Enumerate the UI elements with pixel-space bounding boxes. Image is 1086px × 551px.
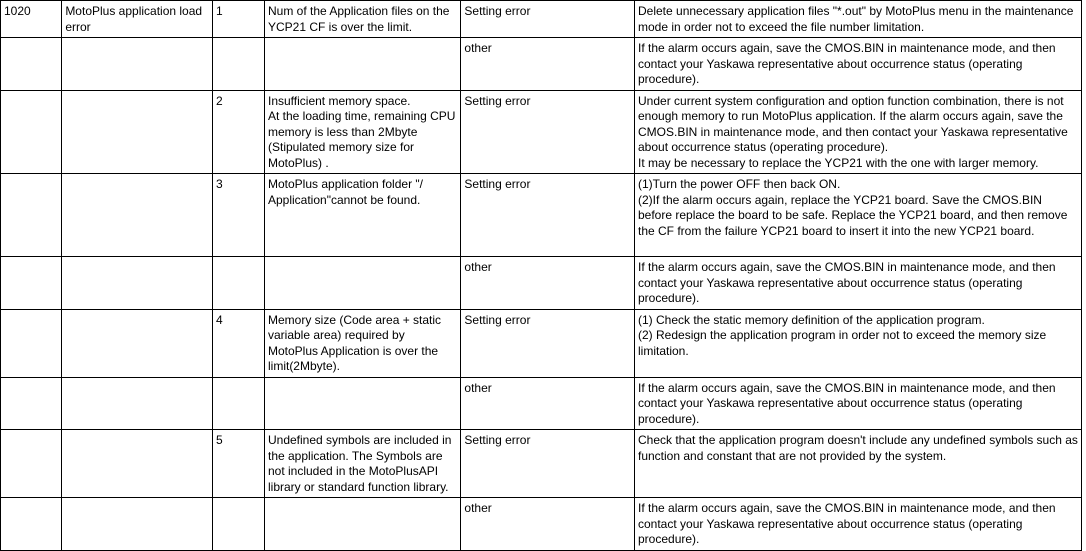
remedy-cell: Check that the application program doesn't include any undefined symbols such as function and constant that are not provided by the system. — [635, 430, 1082, 498]
cause-cell: Setting error — [461, 90, 635, 174]
meaning-cell — [264, 257, 460, 310]
alarm-code-cell — [1, 498, 62, 551]
alarm-code-cell — [1, 257, 62, 310]
alarm-name-cell — [62, 38, 213, 91]
remedy-cell: If the alarm occurs again, save the CMOS.BIN in maintenance mode, and then contact your Yaskawa representative about occurrence status (operating procedure). — [635, 498, 1082, 551]
remedy-cell: (1)Turn the power OFF then back ON. (2)If the alarm occurs again, replace the YCP21 board. Save the CMOS.BIN before replace the board to be safe. Replace the YCP21 board, and then remove the CF from the failure YCP21 board to insert it into the new YCP21 board. — [635, 174, 1082, 257]
table-row — [1, 377, 1082, 430]
table-row — [1, 38, 1082, 91]
table-row — [1, 257, 1082, 310]
alarm-name-cell — [62, 377, 213, 430]
sub-code-cell: 3 — [213, 174, 265, 257]
table-row — [1, 90, 1082, 174]
alarm-name-cell — [62, 309, 213, 377]
meaning-cell — [264, 377, 460, 430]
cause-cell: Setting error — [461, 430, 635, 498]
alarm-code-cell — [1, 309, 62, 377]
table-row — [1, 1, 1082, 38]
meaning-cell: MotoPlus application folder "/ Application"cannot be found. — [264, 174, 460, 257]
cause-cell: other — [461, 498, 635, 551]
sub-code-cell — [213, 257, 265, 310]
alarm-name-cell — [62, 90, 213, 174]
meaning-cell — [264, 498, 460, 551]
table-row — [1, 498, 1082, 551]
cause-cell: Setting error — [461, 1, 635, 38]
alarm-code-cell — [1, 174, 62, 257]
alarm-code-cell — [1, 377, 62, 430]
cause-cell: Setting error — [461, 174, 635, 257]
remedy-cell: If the alarm occurs again, save the CMOS.BIN in maintenance mode, and then contact your Yaskawa representative about occurrence status (operating procedure). — [635, 38, 1082, 91]
meaning-cell — [264, 38, 460, 91]
alarm-name-cell — [62, 498, 213, 551]
meaning-cell: Memory size (Code area + static variable area) required by MotoPlus Application is over the limit(2Mbyte). — [264, 309, 460, 377]
sub-code-cell: 1 — [213, 1, 265, 38]
alarm-name-cell — [62, 174, 213, 257]
cause-cell: Setting error — [461, 309, 635, 377]
meaning-cell: Insufficient memory space. At the loading time, remaining CPU memory is less than 2Mbyte (Stipulated memory size for MotoPlus) . — [264, 90, 460, 174]
alarm-code-cell — [1, 90, 62, 174]
alarm-name-cell — [62, 430, 213, 498]
alarm-code-cell: 1020 — [1, 1, 62, 38]
remedy-cell: If the alarm occurs again, save the CMOS.BIN in maintenance mode, and then contact your Yaskawa representative about occurrence status (operating procedure). — [635, 377, 1082, 430]
sub-code-cell — [213, 377, 265, 430]
sub-code-cell: 4 — [213, 309, 265, 377]
sub-code-cell — [213, 38, 265, 91]
sub-code-cell — [213, 498, 265, 551]
alarm-code-cell — [1, 38, 62, 91]
alarm-code-cell — [1, 430, 62, 498]
table-row — [1, 430, 1082, 498]
sub-code-cell: 2 — [213, 90, 265, 174]
alarm-name-cell: MotoPlus application load error — [62, 1, 213, 38]
remedy-cell: Delete unnecessary application files "*.out" by MotoPlus menu in the maintenance mode in order not to exceed the file number limitation. — [635, 1, 1082, 38]
cause-cell: other — [461, 377, 635, 430]
alarm-name-cell — [62, 257, 213, 310]
meaning-cell: Undefined symbols are included in the application. The Symbols are not included in the MotoPlusAPI library or standard function library. — [264, 430, 460, 498]
remedy-cell: Under current system configuration and option function combination, there is not enough memory to run MotoPlus application. If the alarm occurs again, save the CMOS.BIN in maintenance mode, and then contact your Yaskawa representative about occurrence status (operating procedure). It may be necessary to replace the YCP21 with the one with larger memory. — [635, 90, 1082, 174]
remedy-cell: If the alarm occurs again, save the CMOS.BIN in maintenance mode, and then contact your Yaskawa representative about occurrence status (operating procedure). — [635, 257, 1082, 310]
cause-cell: other — [461, 38, 635, 91]
cause-cell: other — [461, 257, 635, 310]
table-row — [1, 174, 1082, 257]
remedy-cell: (1) Check the static memory definition of the application program. (2) Redesign the application program in order not to exceed the memory size limitation. — [635, 309, 1082, 377]
table-row — [1, 309, 1082, 377]
meaning-cell: Num of the Application files on the YCP21 CF is over the limit. — [264, 1, 460, 38]
sub-code-cell: 5 — [213, 430, 265, 498]
